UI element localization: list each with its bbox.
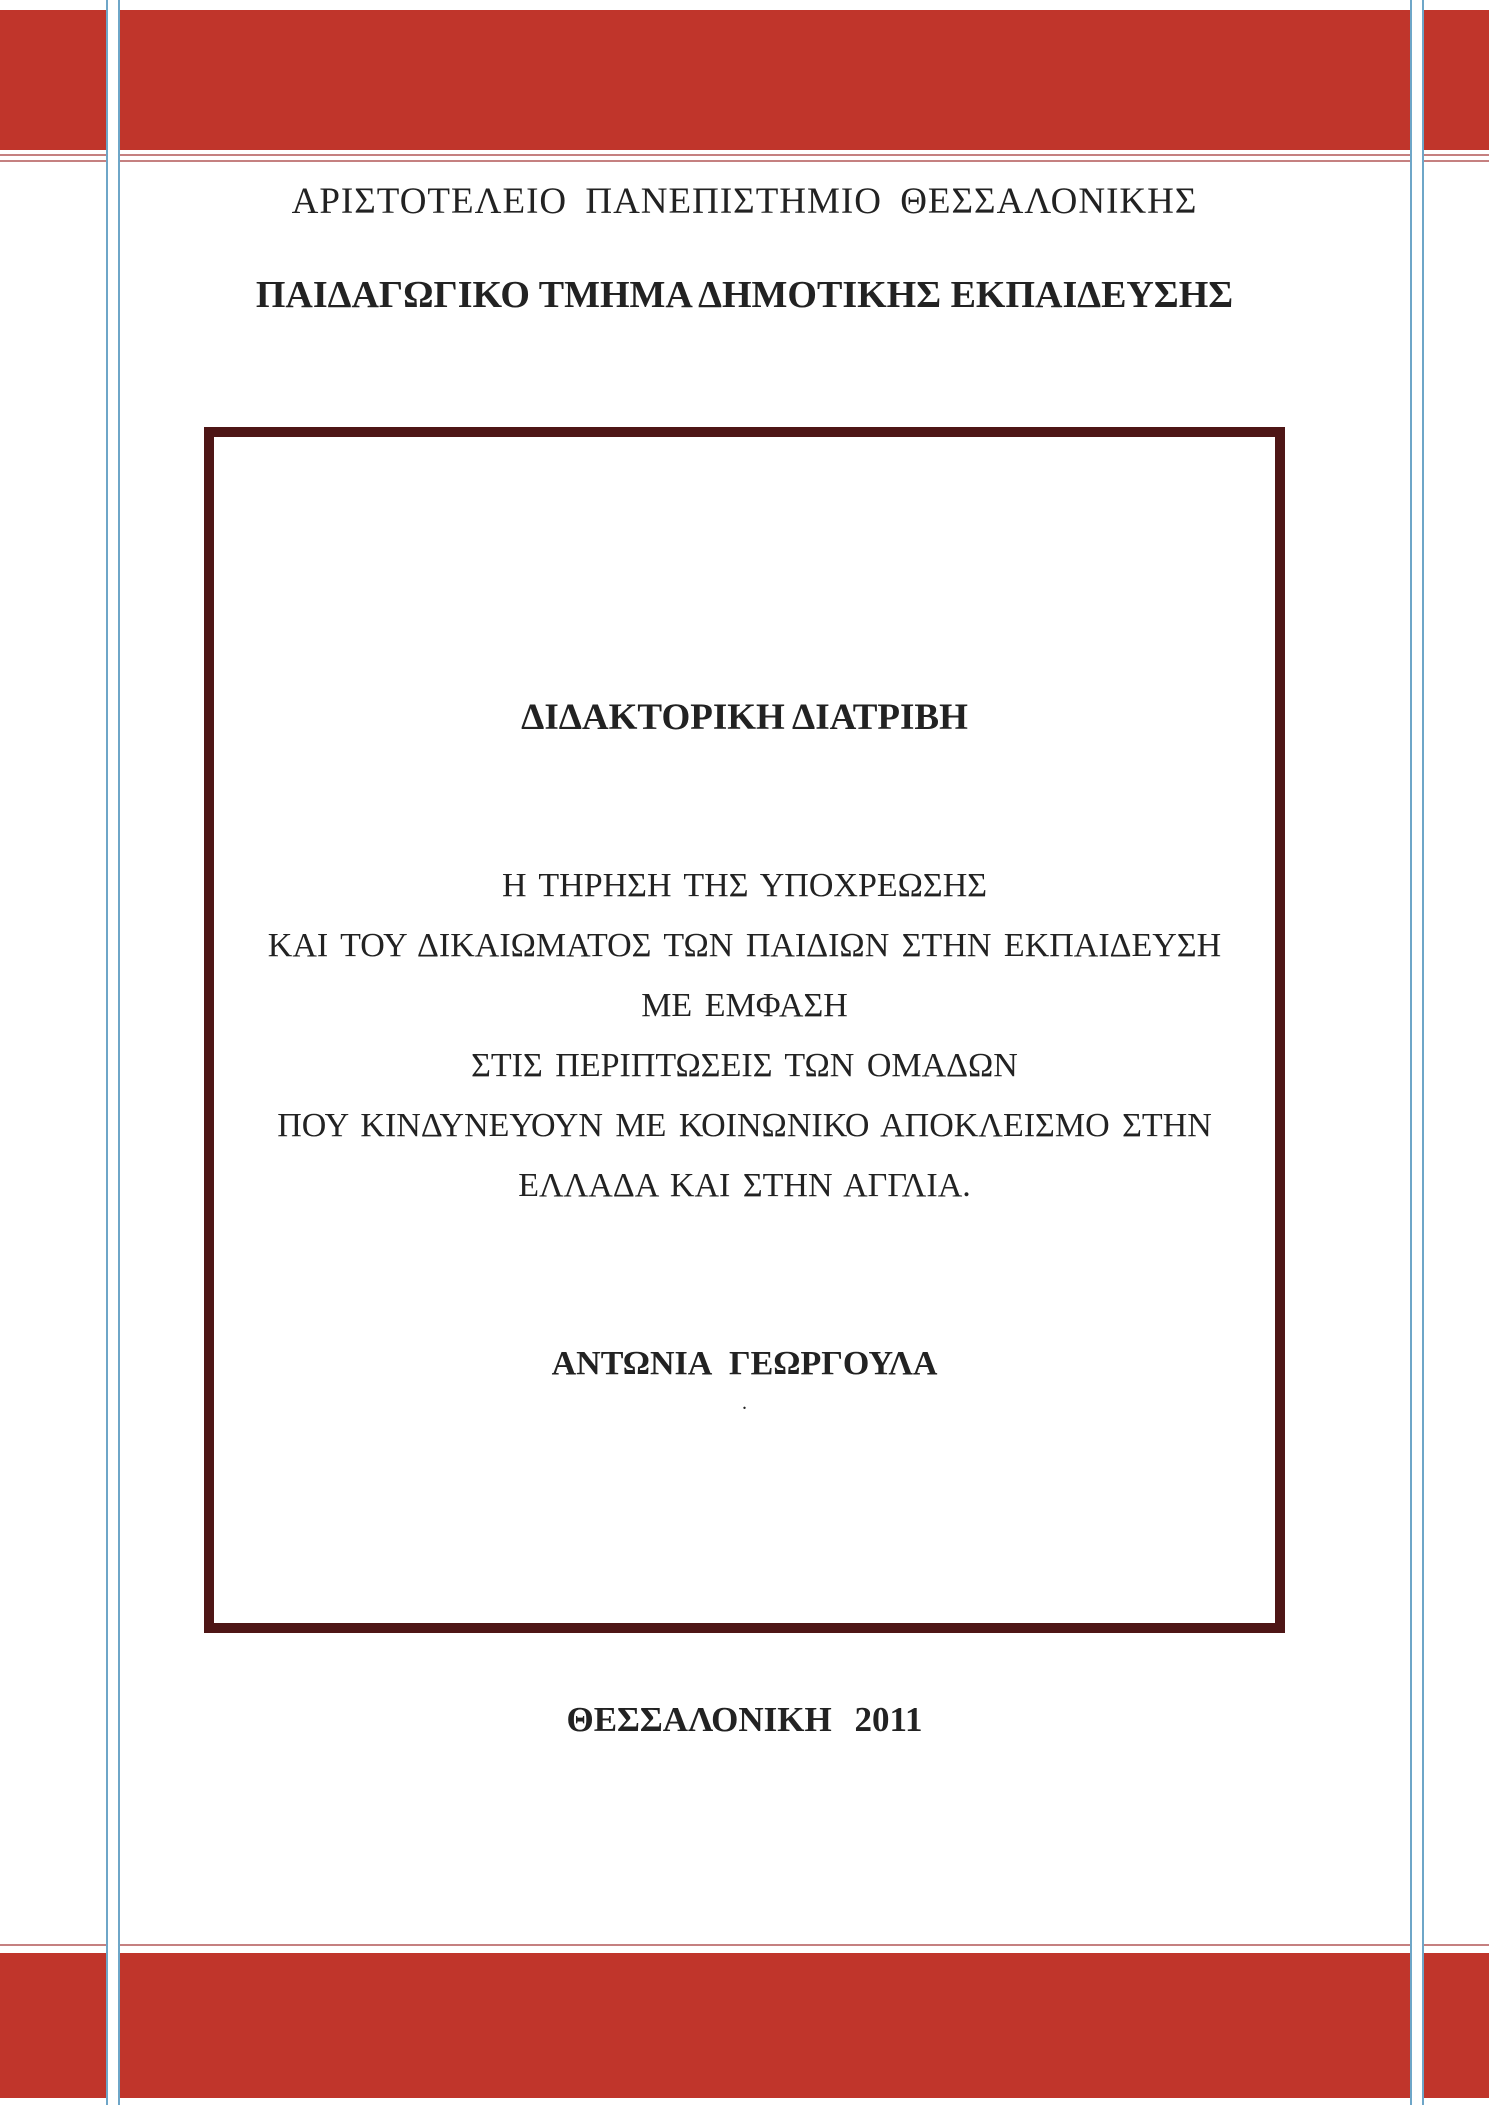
bottom-red-band [0,1953,1489,2098]
thesis-title-line: ΚΑΙ ΤΟΥ ΔΙΚΑΙΩΜΑΤΟΣ ΤΩΝ ΠΑΙΔΙΩΝ ΣΤΗΝ ΕΚΠΑΙΔΕΥΣΗ [267,927,1222,964]
thesis-title-line: ΣΤΙΣ ΠΕΡΙΠΤΩΣΕΙΣ ΤΩΝ ΟΜΑΔΩΝ [471,1047,1018,1084]
university-name: ΑΡΙΣΤΟΤΕΛΕΙΟ ΠΑΝΕΠΙΣΤΗΜΙΟ ΘΕΣΣΑΛΟΝΙΚΗΣ [291,181,1198,222]
author-dot-mark: . [742,1392,747,1414]
thesis-title-line: Η ΤΗΡΗΣΗ ΤΗΣ ΥΠΟΧΡΕΩΣΗΣ [501,867,988,904]
top-divider-line-2 [0,160,1489,162]
author-name: ΑΝΤΩΝΙΑ ΓΕΩΡΓΟΥΛΑ [551,1345,938,1382]
top-divider-line [0,154,1489,156]
thesis-title-line: ΠΟΥ ΚΙΝΔΥΝΕΥΟΥΝ ΜΕ ΚΟΙΝΩΝΙΚΟ ΑΠΟΚΛΕΙΣΜΟ ΣΤΗΝ [277,1107,1212,1144]
department-name: ΠΑΙΔΑΓΩΓΙΚΟ ΤΜΗΜΑ ΔΗΜΟΤΙΚΗΣ ΕΚΠΑΙΔΕΥΣΗΣ [255,274,1234,316]
title-frame-content [224,447,1265,1613]
top-red-band [0,10,1489,150]
thesis-title-line: ΜΕ ΕΜΦΑΣΗ [641,987,848,1024]
thesis-type: ΔΙΔΑΚΤΟΡΙΚΗ ΔΙΑΤΡΙΒΗ [521,697,968,738]
thesis-title [224,856,1265,1216]
bottom-divider-line [0,1944,1489,1946]
thesis-title-line: ΕΛΛΑΔΑ ΚΑΙ ΣΤΗΝ ΑΓΓΛΙΑ. [518,1167,971,1204]
place-and-year: ΘΕΣΣΑΛΟΝΙΚΗ 2011 [566,1700,923,1739]
